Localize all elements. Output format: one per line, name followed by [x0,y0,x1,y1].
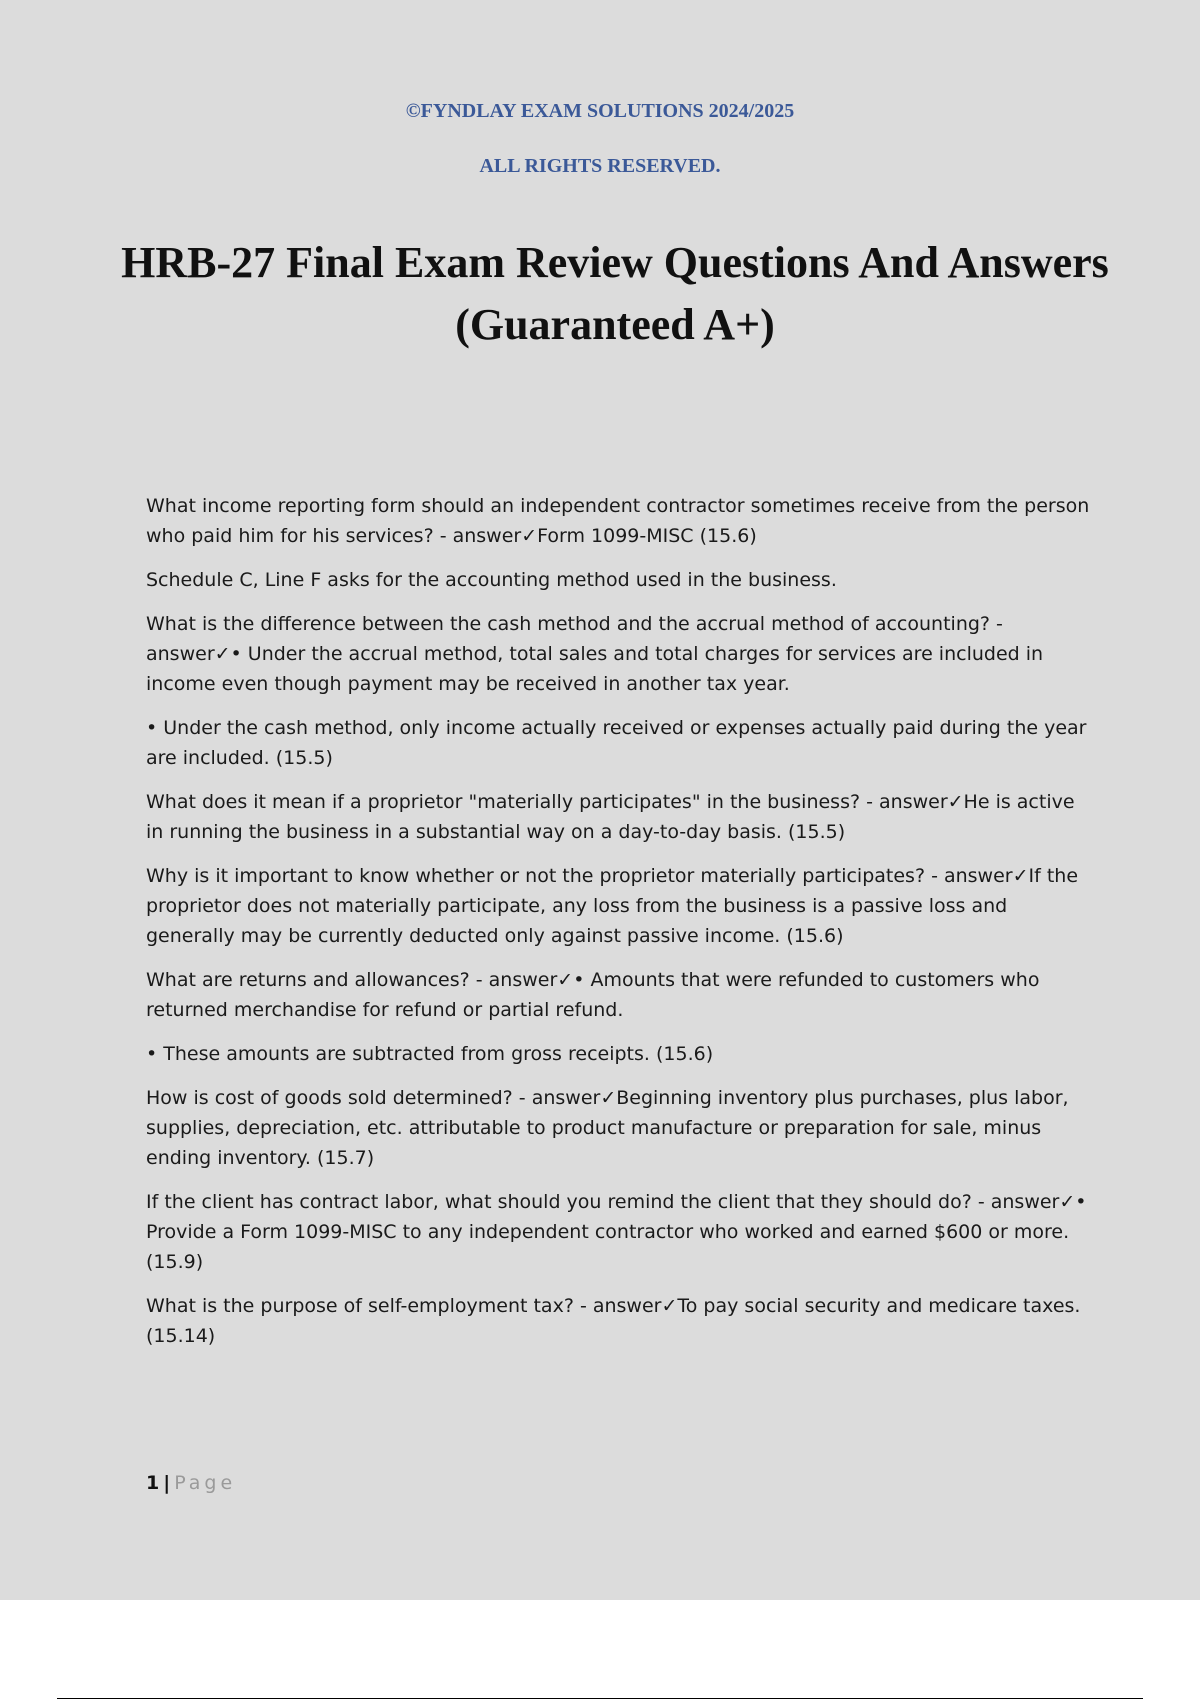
page-footer [146,1472,236,1494]
page-label: Page [174,1472,237,1494]
qa-paragraph: What is the difference between the cash method and the accrual method of accounting? - answer✓• Under the accrual method, total sales and total charges for services are included in income even though payment may be received in another tax year. [146,613,1044,695]
qa-paragraph: What are returns and allowances? - answer✓• Amounts that were refunded to customers who returned merchandise for refund or partial refund. [146,969,1040,1021]
copyright-notice: ©FYNDLAY EXAM SOLUTIONS 2024/2025 [405,100,795,122]
rights-notice: ALL RIGHTS RESERVED. [479,155,721,177]
bottom-divider [57,1698,1143,1699]
footer-separator: | [163,1472,171,1494]
qa-paragraph: Schedule C, Line F asks for the accounting method used in the business. [146,569,837,591]
qa-paragraph: What is the purpose of self-employment tax? - answer✓To pay social security and medicare taxes. (15.14) [146,1295,1081,1347]
document-title: HRB-27 Final Exam Review Questions And Answers (Guaranteed A+) [121,238,1109,349]
page-number: 1 [146,1472,160,1494]
qa-paragraph: How is cost of goods sold determined? - answer✓Beginning inventory plus purchases, plus labor, supplies, depreciation, etc. attributable to product manufacture or preparation for sale, minus ending inventory. (15.7) [146,1087,1069,1169]
qa-content [146,491,1092,1365]
qa-paragraph: Why is it important to know whether or not the proprietor materially participates? - answer✓If the proprietor does not materially participate, any loss from the business is a passive loss and generally may be currently deducted only against passive income. (15.6) [146,865,1079,947]
qa-paragraph: What income reporting form should an independent contractor sometimes receive from the person who paid him for his services? - answer✓Form 1099-MISC (15.6) [146,495,1090,547]
qa-paragraph: If the client has contract labor, what should you remind the client that they should do? - answer✓• Provide a Form 1099-MISC to any independent contractor who worked and earned $600 or more. (15.9) [146,1191,1087,1273]
document-header [0,96,1200,181]
qa-paragraph: • Under the cash method, only income actually received or expenses actually paid during the year are included. (15.5) [146,717,1087,769]
qa-paragraph: • These amounts are subtracted from gross receipts. (15.6) [146,1043,714,1065]
qa-paragraph: What does it mean if a proprietor "materially participates" in the business? - answer✓He is active in running the business in a substantial way on a day-to-day basis. (15.5) [146,791,1075,843]
